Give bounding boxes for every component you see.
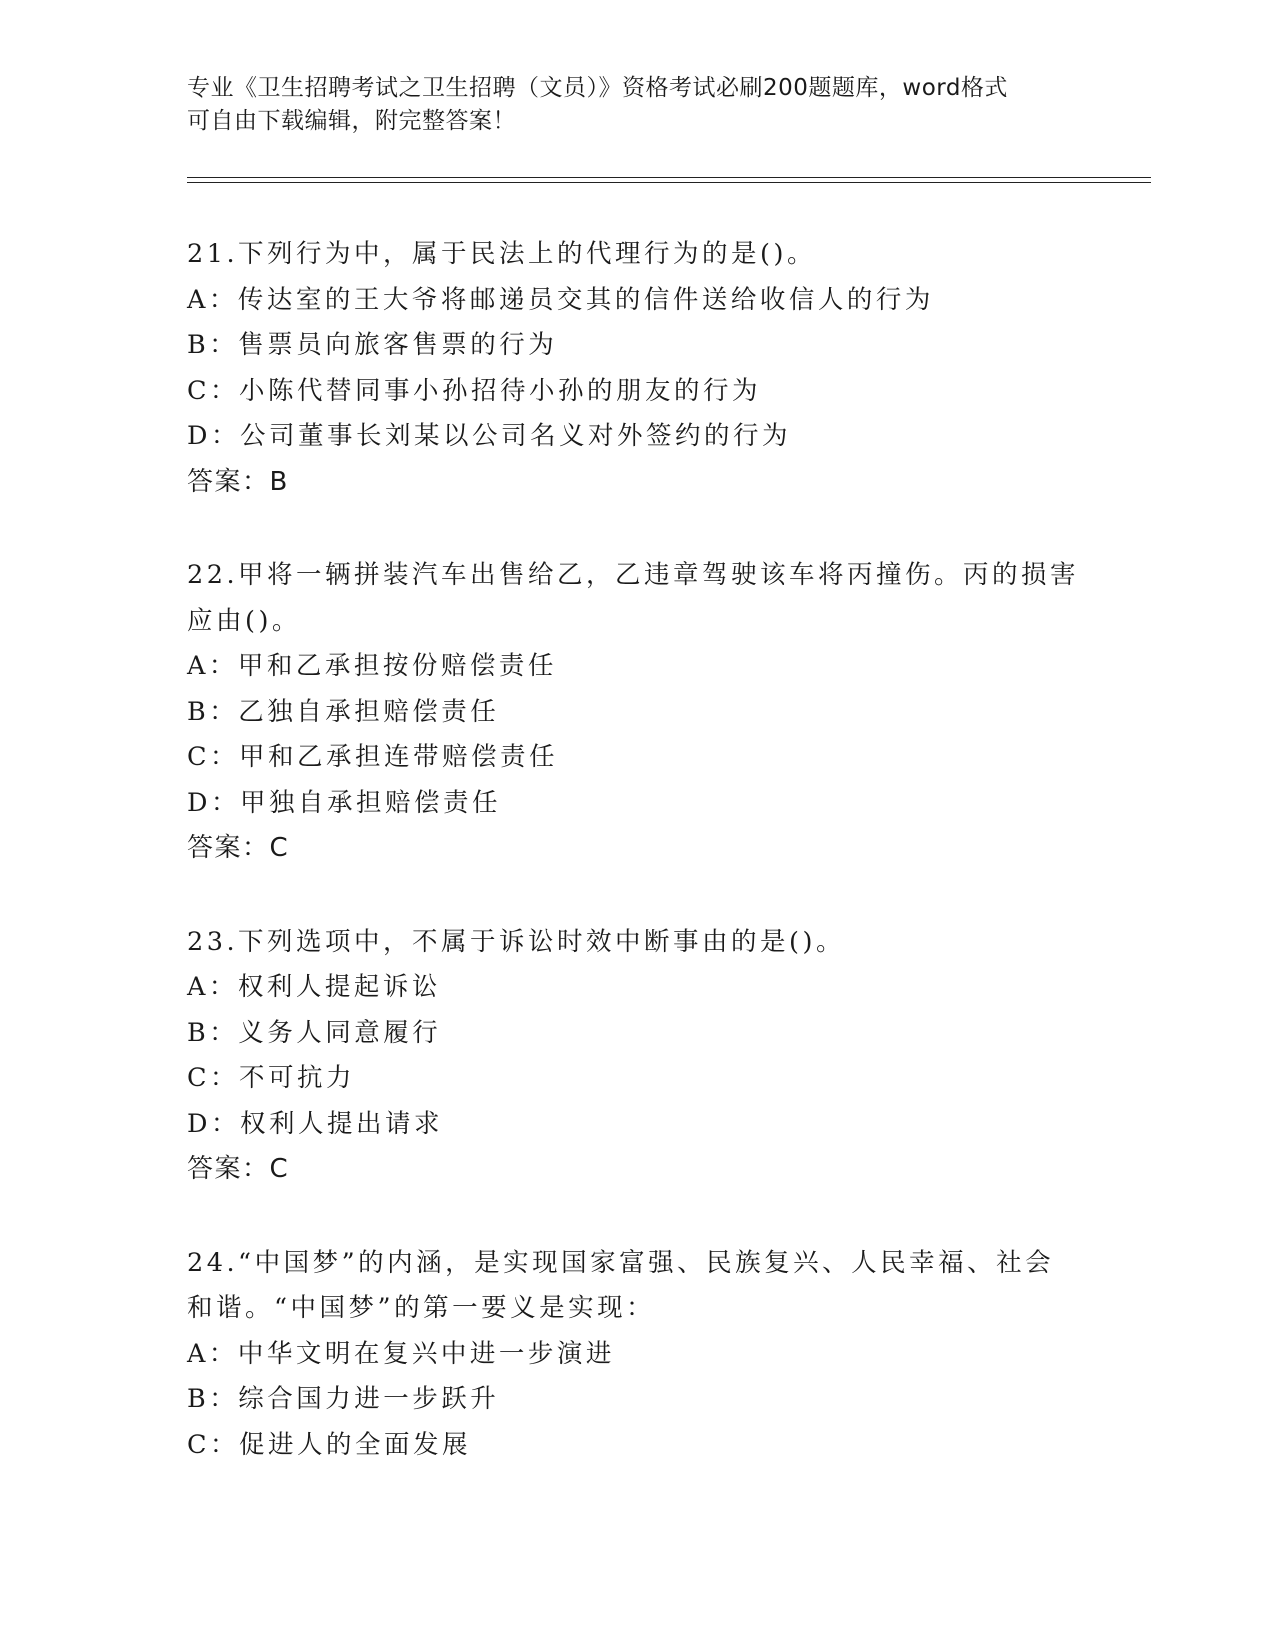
- question-stem-line: 21.下列行为中，属于民法上的代理行为的是()。: [187, 239, 816, 269]
- question-stem-line: 和谐。“中国梦”的第一要义是实现：: [187, 1293, 656, 1323]
- question-list: [187, 232, 1127, 1516]
- option-c: C：不可抗力: [187, 1063, 356, 1093]
- question-stem: [187, 1241, 1127, 1332]
- option-d: D：公司董事长刘某以公司名义对外签约的行为: [187, 421, 791, 451]
- option-c: C：甲和乙承担连带赔偿责任: [187, 742, 559, 772]
- answer-line: 答案：B: [187, 466, 289, 497]
- header-line-1: 专业《卫生招聘考试之卫生招聘（文员）》资格考试必刷200题题库，word格式: [187, 75, 1008, 101]
- option-b: B：综合国力进一步跃升: [187, 1384, 500, 1414]
- option-c: C：小陈代替同事小孙招待小孙的朋友的行为: [187, 375, 762, 406]
- option-a: A：传达室的王大爷将邮递员交其的信件送给收信人的行为: [187, 284, 934, 315]
- question-stem-line: 23.下列选项中，不属于诉讼时效中断事由的是()。: [187, 926, 845, 957]
- question-stem-line: 22.甲将一辆拼装汽车出售给乙，乙违章驾驶该车将丙撞伤。丙的损害: [187, 560, 1080, 590]
- question-stem-line: 24.“中国梦”的内涵，是实现国家富强、民族复兴、人民幸福、社会: [187, 1247, 1055, 1278]
- option-b: B：售票员向旅客售票的行为: [187, 330, 558, 360]
- question-22: [187, 553, 1127, 872]
- option-b: B：乙独自承担赔偿责任: [187, 696, 500, 727]
- header-divider-top: [187, 177, 1151, 178]
- question-21: [187, 232, 1127, 505]
- question-23: [187, 920, 1127, 1193]
- option-c: C：促进人的全面发展: [187, 1429, 472, 1460]
- question-24: [187, 1241, 1127, 1469]
- option-a: A：权利人提起诉讼: [187, 972, 441, 1002]
- header-line-2: 可自由下载编辑，附完整答案！: [187, 108, 516, 134]
- question-stem-line: 应由()。: [187, 605, 301, 636]
- option-d: D：权利人提出请求: [187, 1108, 443, 1139]
- question-stem: [187, 232, 1127, 278]
- option-d: D：甲独自承担赔偿责任: [187, 787, 501, 818]
- answer-line: 答案：C: [187, 833, 290, 863]
- question-stem: [187, 920, 1127, 966]
- answer-line: 答案：C: [187, 1154, 290, 1184]
- header-divider-bottom: [187, 182, 1151, 183]
- document-header: [187, 72, 1087, 138]
- option-a: A：中华文明在复兴中进一步演进: [187, 1338, 615, 1369]
- question-stem: [187, 553, 1127, 644]
- option-a: A：甲和乙承担按份赔偿责任: [187, 651, 557, 681]
- option-b: B：义务人同意履行: [187, 1017, 442, 1048]
